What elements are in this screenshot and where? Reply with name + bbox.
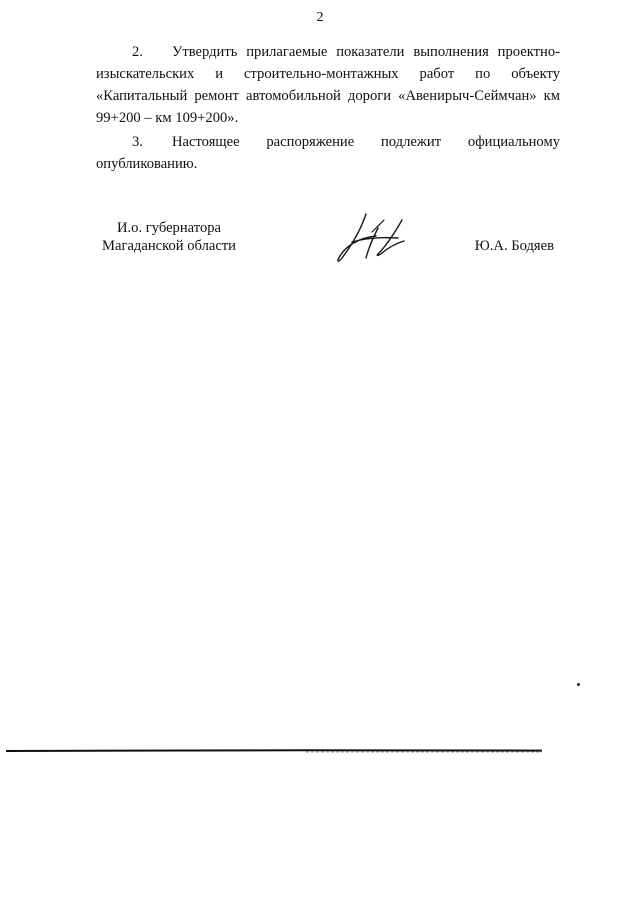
- paragraph-number: 2.: [132, 44, 143, 60]
- page-number: 2: [316, 10, 324, 25]
- paragraph-item-2: [96, 41, 560, 129]
- signer-name: Ю.А. Бодяев: [474, 238, 554, 254]
- paragraph-item-3: [96, 131, 560, 175]
- stray-dot: [577, 683, 580, 686]
- paragraph-text: Настоящее распоряжение подлежит официальному опубликованию.: [96, 134, 560, 172]
- signer-title-line-1: И.о. губернатора: [116, 220, 222, 236]
- paragraph-number: 3.: [132, 134, 143, 150]
- handwritten-signature: [332, 208, 412, 268]
- signer-title-line-2: Магаданской области: [102, 238, 236, 254]
- signer-title: [96, 219, 242, 255]
- bottom-rule-line: [6, 747, 542, 755]
- paragraph-text: Утвердить прилагаемые показатели выполнения проектно-изыскательских и строительно-монтажных работ по объекту «Капитальный ремонт автомобильной дороги «Авенирыч-Сеймчан» км 99+200 – км 109+200».: [96, 44, 560, 126]
